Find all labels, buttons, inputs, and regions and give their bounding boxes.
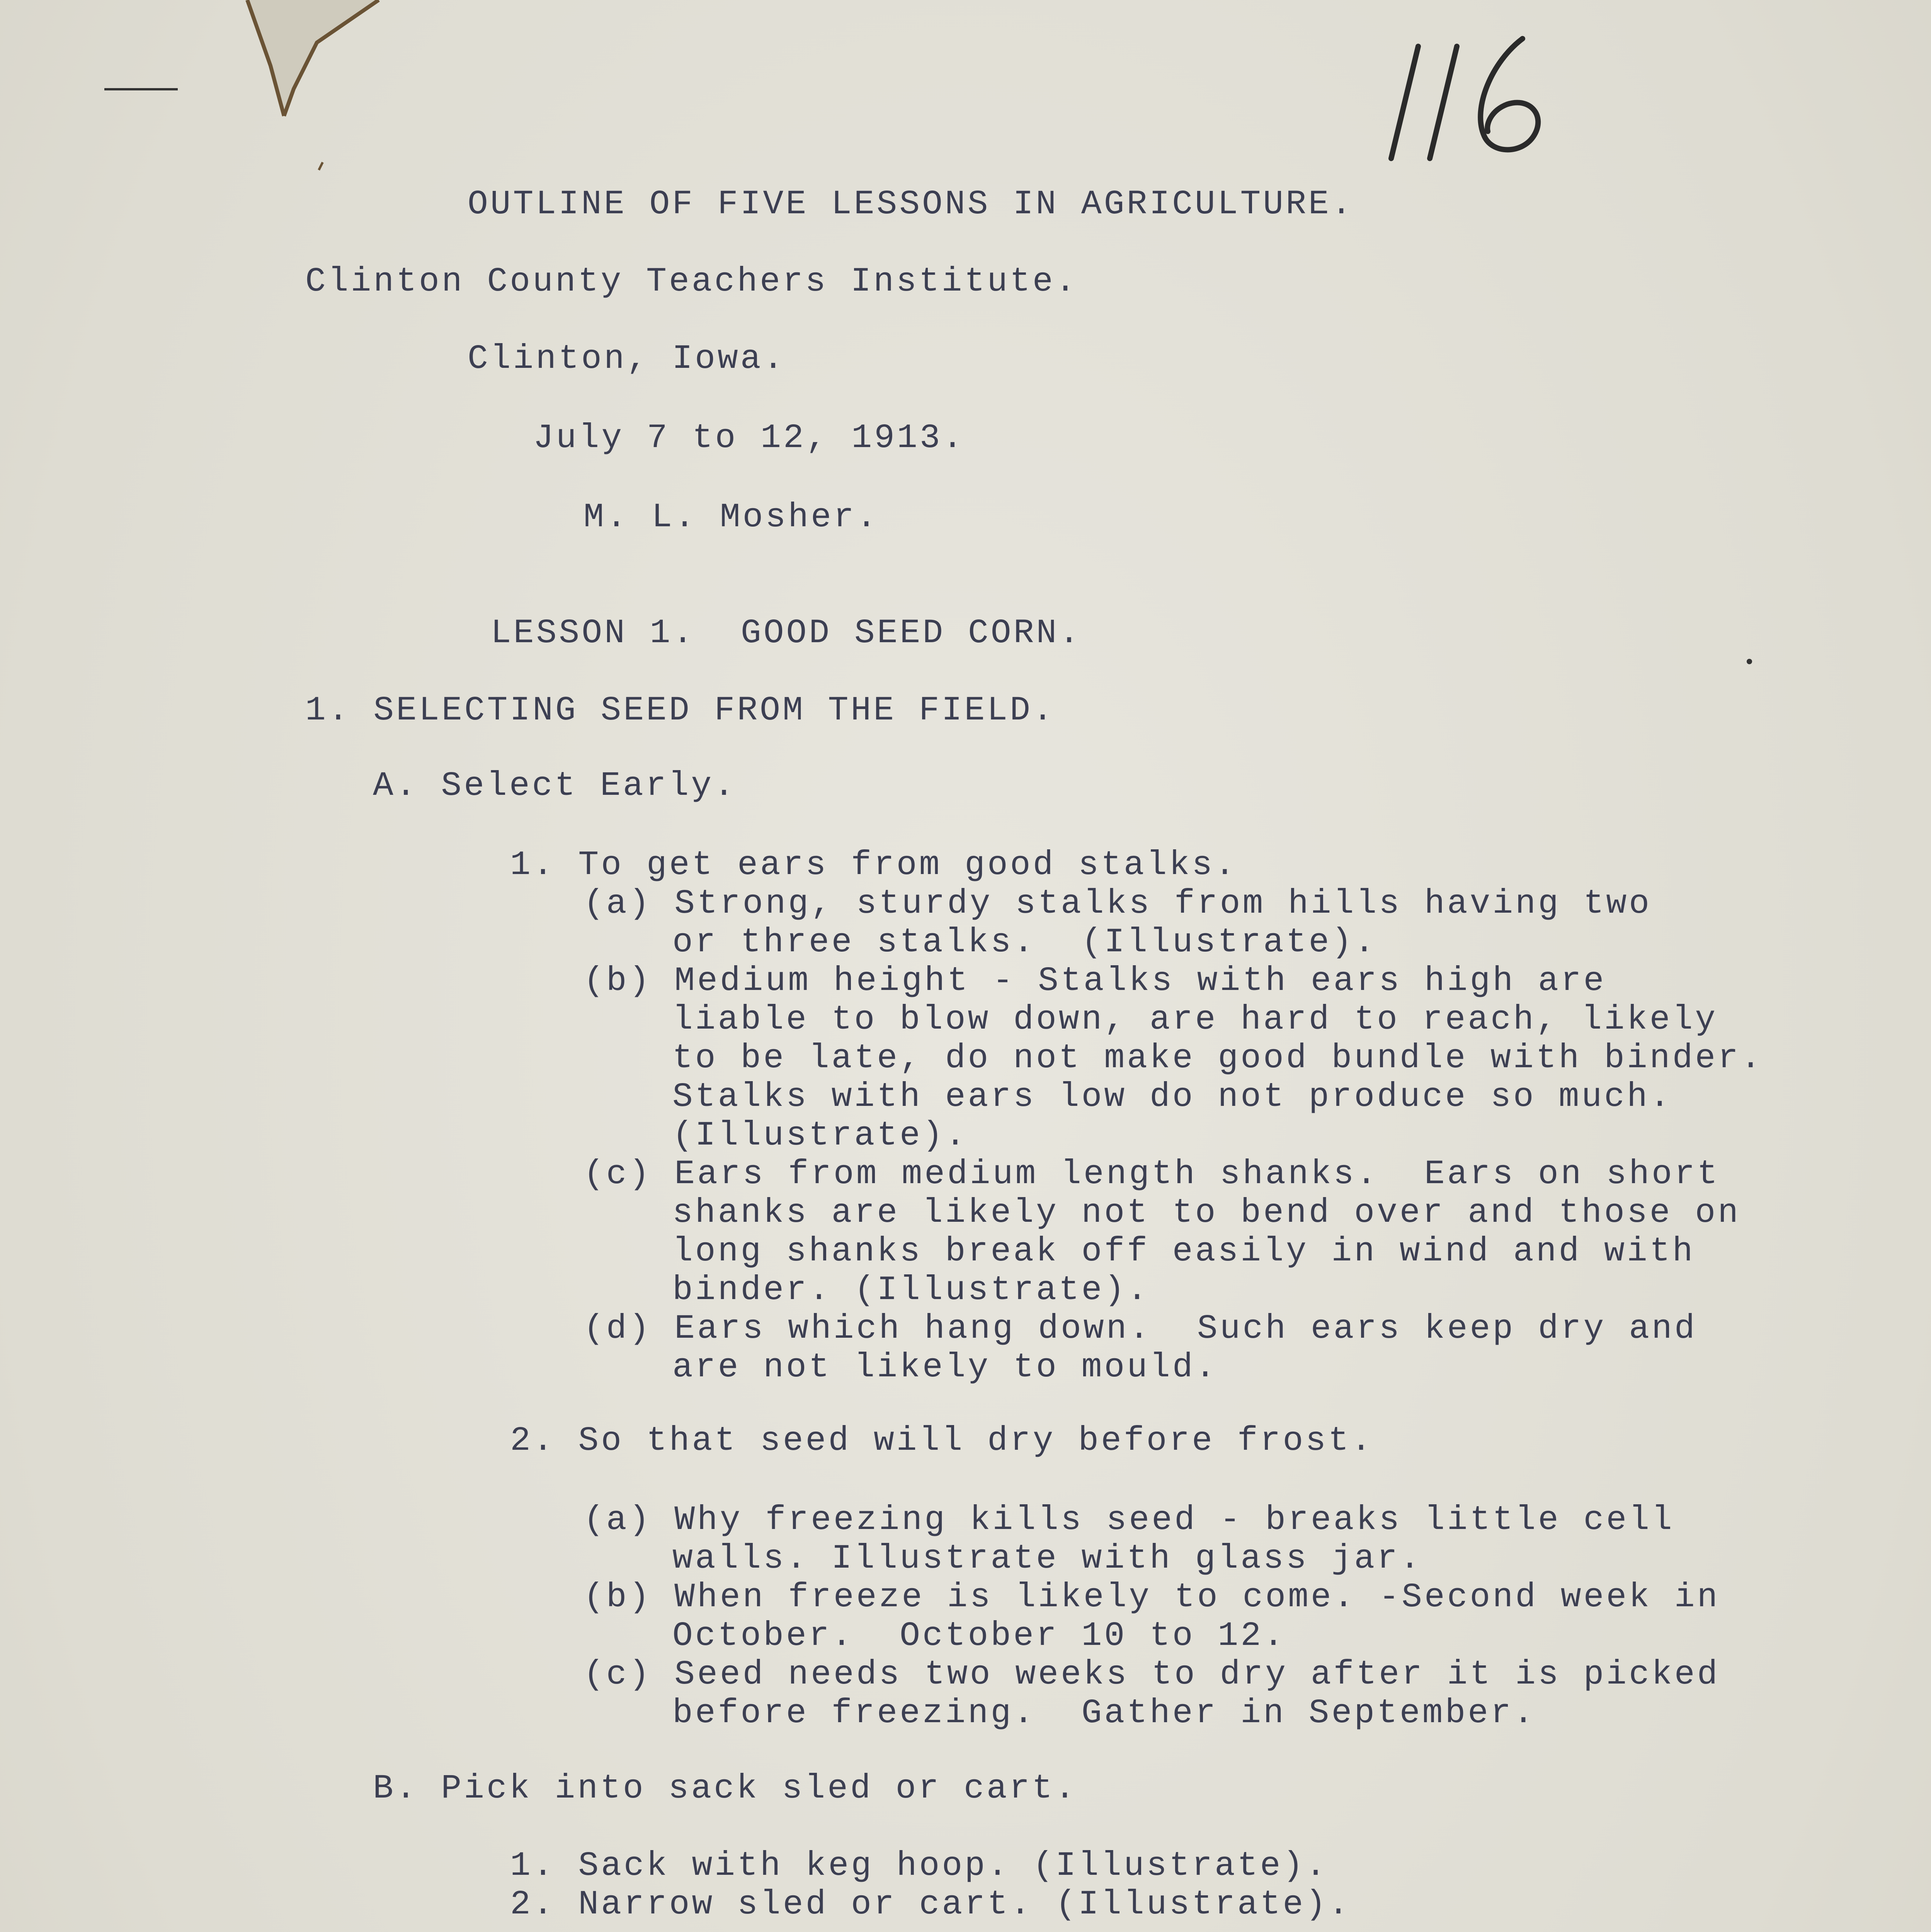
institute-name: Clinton County Teachers Institute. (305, 263, 1078, 301)
outline-line: liable to blow down, are hard to reach, likely (672, 1001, 1718, 1039)
outline-line: walls. Illustrate with glass jar. (672, 1540, 1422, 1578)
outline-line: shanks are likely not to bend over and those on (672, 1194, 1741, 1232)
outline-line: 2. Narrow sled or cart. (Illustrate). (510, 1886, 1351, 1924)
outline-item-a: A. Select Early. (373, 767, 737, 805)
date-line: July 7 to 12, 1913. (533, 419, 965, 457)
outline-line: (c) Seed needs two weeks to dry after it is picked (584, 1656, 1720, 1694)
outline-line: binder. (Illustrate). (672, 1271, 1150, 1310)
outline-line: (a) Why freezing kills seed - breaks little cell (584, 1501, 1674, 1539)
location: Clinton, Iowa. (468, 340, 786, 378)
outline-line: (Illustrate). (672, 1117, 968, 1155)
outline-line: 2. So that seed will dry before frost. (510, 1422, 1374, 1460)
outline-item-b: B. Pick into sack sled or cart. (373, 1770, 1078, 1808)
lesson-heading: LESSON 1. GOOD SEED CORN. (491, 614, 1082, 653)
outline-line: (a) Strong, sturdy stalks from hills having two (584, 885, 1652, 923)
torn-corner-mark (0, 0, 386, 178)
ink-speck (1747, 659, 1752, 664)
outline-line: (d) Ears which hang down. Such ears keep dry and (584, 1310, 1697, 1348)
outline-line: October. October 10 to 12. (672, 1617, 1286, 1655)
section-heading: 1. SELECTING SEED FROM THE FIELD. (305, 692, 1055, 730)
margin-dash-mark (104, 88, 178, 90)
outline-line: (c) Ears from medium length shanks. Ears on short (584, 1155, 1720, 1194)
outline-line: are not likely to mould. (672, 1349, 1218, 1387)
outline-line: 1. To get ears from good stalks. (510, 846, 1237, 884)
outline-line: 1. Sack with keg hoop. (Illustrate). (510, 1847, 1329, 1885)
outline-line: long shanks break off easily in wind and with (672, 1233, 1695, 1271)
outline-line: or three stalks. (Illustrate). (672, 923, 1377, 962)
handwritten-page-number (1376, 31, 1577, 170)
author-name: M. L. Mosher. (584, 498, 879, 537)
outline-line: before freezing. Gather in September. (672, 1694, 1536, 1733)
outline-line: (b) Medium height - Stalks with ears high are (584, 962, 1606, 1000)
document-title: OUTLINE OF FIVE LESSONS IN AGRICULTURE. (468, 185, 1354, 224)
outline-line: to be late, do not make good bundle with binder. (672, 1039, 1763, 1078)
outline-line: Stalks with ears low do not produce so much. (672, 1078, 1672, 1116)
outline-line: (b) When freeze is likely to come. -Second week in (584, 1578, 1720, 1617)
